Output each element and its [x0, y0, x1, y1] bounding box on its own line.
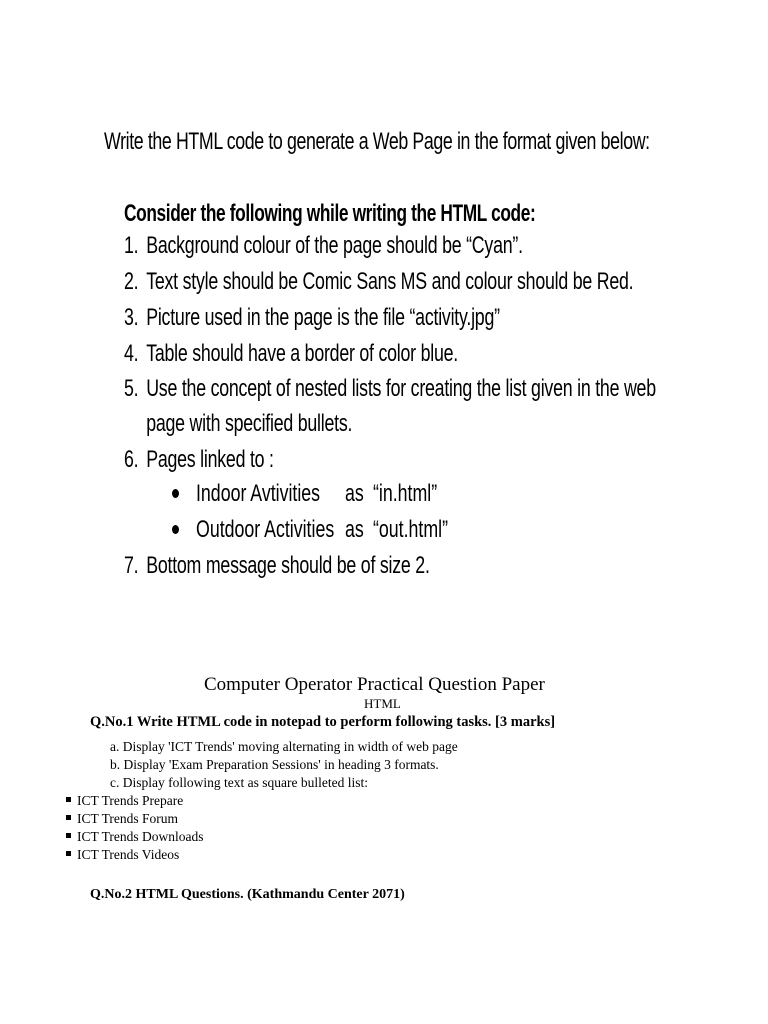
requirement-item: 4. Table should have a border of color blue.: [124, 340, 458, 367]
intro-text: Write the HTML code to generate a Web Page in the format given below:: [104, 128, 650, 155]
paper-subject: HTML: [364, 696, 401, 711]
square-bullet-icon: [66, 833, 71, 838]
square-list-item: ICT Trends Forum: [66, 811, 178, 827]
task-item: c. Display following text as square bulleted list:: [110, 775, 368, 790]
link-label: Outdoor Activities: [196, 516, 335, 543]
question-1: Q.No.1 Write HTML code in notepad to perform following tasks. [3 marks]: [90, 714, 556, 730]
square-bullet-icon: [66, 851, 71, 856]
requirement-item: 2. Text style should be Comic Sans MS and colour should be Red.: [124, 268, 634, 295]
requirement-item: 6. Pages linked to :: [124, 446, 274, 473]
requirement-item-continuation: page with specified bullets.: [146, 410, 353, 437]
square-list-item: ICT Trends Downloads: [66, 829, 204, 845]
task-item: b. Display 'Exam Preparation Sessions' in heading 3 formats.: [110, 757, 439, 772]
requirement-item: 7. Bottom message should be of size 2.: [124, 552, 430, 579]
square-bullet-icon: [66, 815, 71, 820]
link-label: Indoor Avtivities: [196, 480, 321, 507]
link-as: as: [345, 480, 364, 507]
question-2: Q.No.2 HTML Questions. (Kathmandu Center 2071): [90, 887, 405, 902]
bullet-icon: [172, 489, 179, 498]
requirement-item: 3. Picture used in the page is the file “activity.jpg”: [124, 304, 500, 331]
requirement-item: 5. Use the concept of nested lists for creating the list given in the web: [124, 375, 656, 402]
square-list-item: ICT Trends Videos: [66, 847, 179, 863]
square-bullet-icon: [66, 797, 71, 802]
requirement-item: 1. Background colour of the page should be “Cyan”.: [124, 232, 523, 259]
task-item: a. Display 'ICT Trends' moving alternating in width of web page: [110, 739, 458, 754]
square-list-item: ICT Trends Prepare: [66, 793, 183, 809]
bullet-icon: [172, 525, 179, 534]
paper-title: Computer Operator Practical Question Paper: [204, 674, 545, 695]
link-as: as: [345, 516, 364, 543]
link-file: “in.html”: [373, 480, 438, 507]
requirements-heading: Consider the following while writing the HTML code:: [124, 200, 536, 227]
link-file: “out.html”: [373, 516, 449, 543]
